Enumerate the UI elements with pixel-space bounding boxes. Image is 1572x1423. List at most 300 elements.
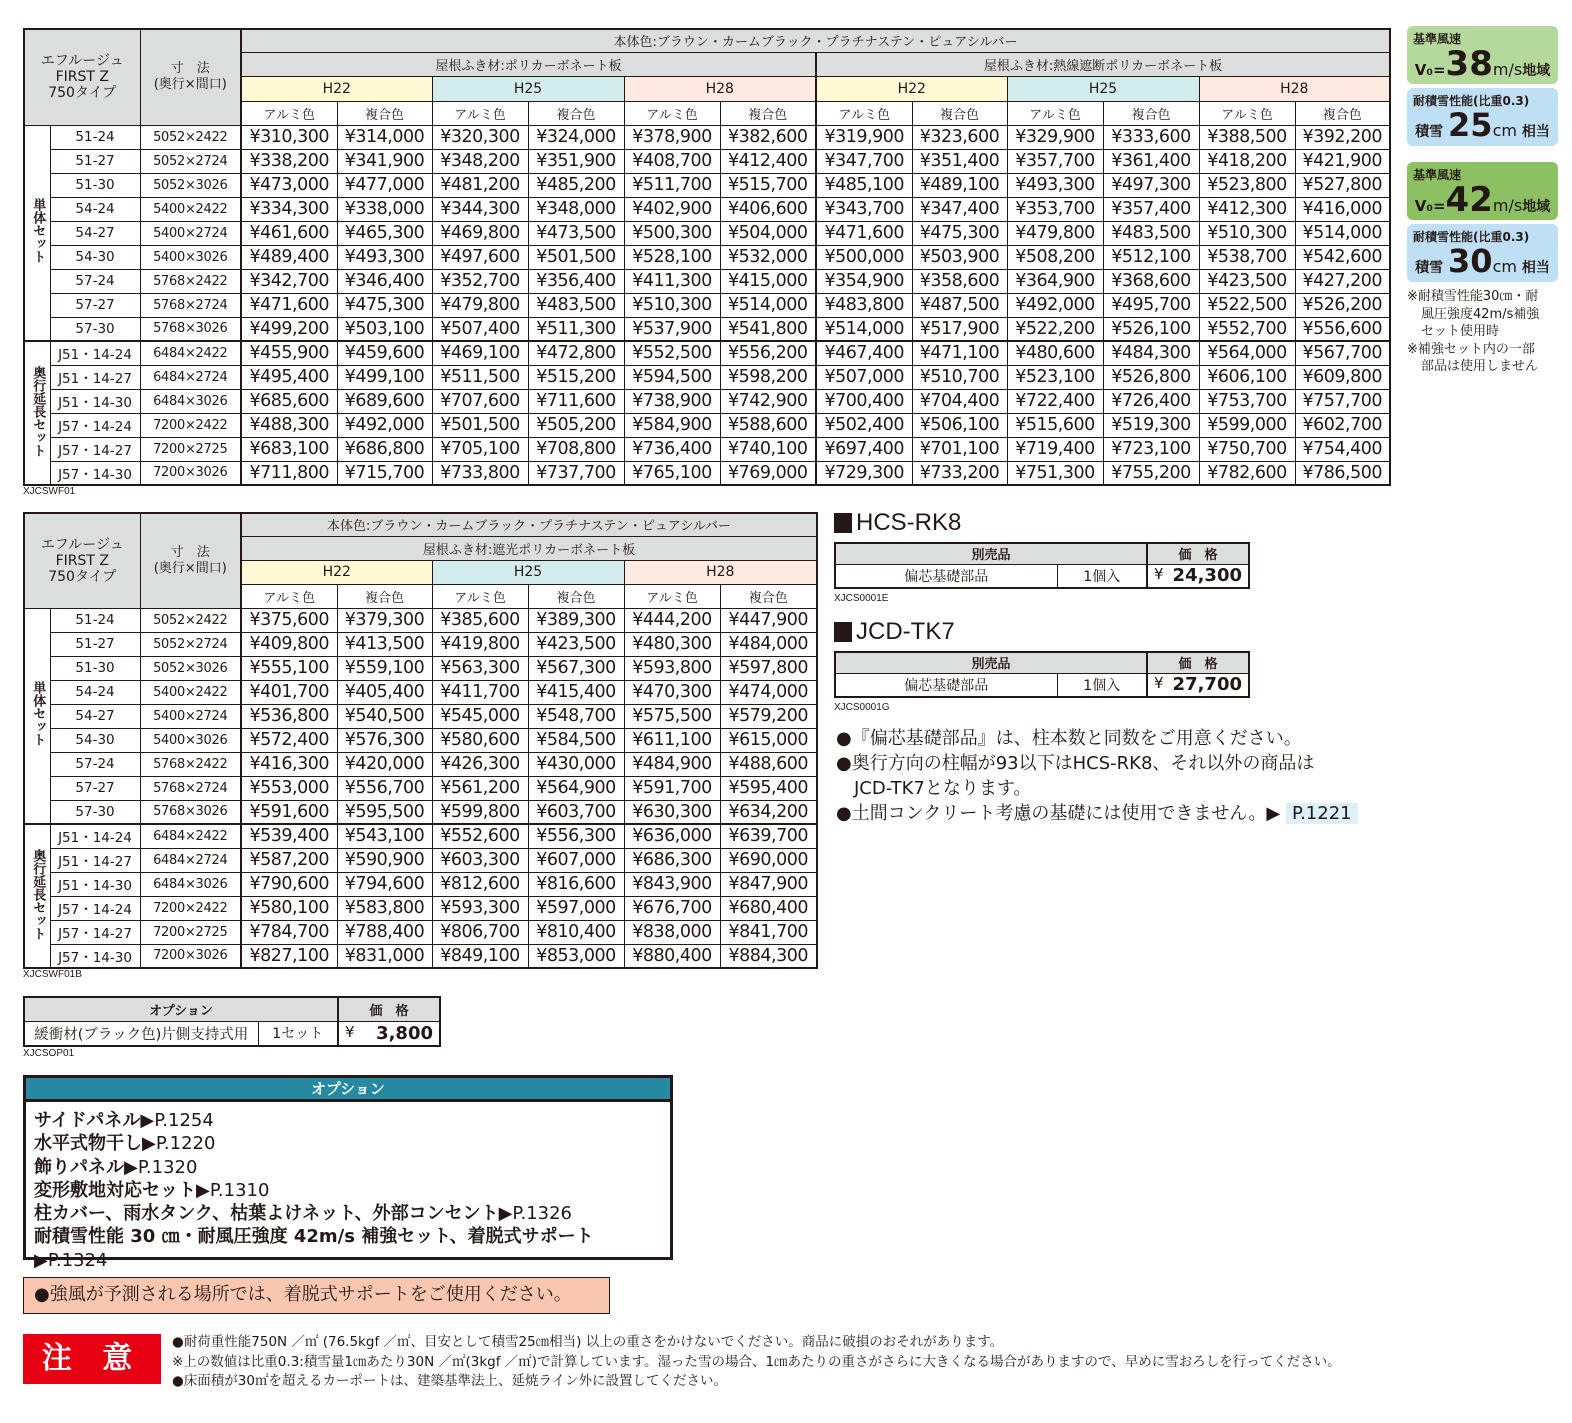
- price-cell: ¥575,500: [624, 704, 720, 728]
- height-header: H22: [816, 76, 1007, 101]
- table-row: [24, 269, 1390, 293]
- price-cell: ¥503,100: [337, 317, 432, 341]
- model-dimensions: 5052×2422: [140, 608, 241, 632]
- finish-header: アルミ色: [1199, 101, 1295, 125]
- options-box: [23, 1075, 673, 1271]
- price-cell: ¥572,400: [241, 728, 337, 752]
- price-cell: ¥555,100: [241, 656, 337, 680]
- price-cell: ¥686,300: [624, 848, 720, 872]
- table-row: [24, 848, 817, 872]
- price-cell: ¥556,700: [337, 776, 432, 800]
- price-cell: ¥711,800: [241, 461, 337, 485]
- price-cell: ¥310,300: [241, 125, 337, 149]
- price-cell: ¥493,300: [337, 245, 432, 269]
- model-code: J51・14-27: [50, 848, 140, 872]
- price-cell: ¥427,200: [1295, 269, 1390, 293]
- price-cell: ¥543,100: [337, 824, 432, 848]
- spare-part-notes: ●『偏芯基礎部品』は、柱本数と同数をご用意ください。 ●奥行方向の柱幅が93以下はHCS-RK8、それ以外の商品は JCD-TK7となります。 ●土間コンクリート考慮の基礎には使用できません。▶ P.1221: [836, 726, 1406, 826]
- model-code: 51-30: [50, 656, 140, 680]
- price-cell: ¥351,900: [528, 149, 624, 173]
- model-dimensions: 7200×2725: [140, 920, 241, 944]
- table-row: [24, 632, 817, 656]
- price-cell: ¥419,800: [432, 632, 528, 656]
- model-code: 57-30: [50, 317, 140, 341]
- price-cell: ¥607,000: [528, 848, 624, 872]
- price-cell: ¥333,600: [1103, 125, 1199, 149]
- price-cell: ¥469,800: [432, 221, 528, 245]
- price-cell: ¥329,900: [1007, 125, 1103, 149]
- model-code: J51・14-24: [50, 341, 140, 365]
- price-cell: ¥740,100: [720, 437, 816, 461]
- price-cell: ¥472,800: [528, 341, 624, 365]
- price-cell: ¥447,900: [720, 608, 817, 632]
- price-cell: ¥347,700: [816, 149, 912, 173]
- finish-header: アルミ色: [432, 101, 528, 125]
- model-dimensions: 7200×2422: [140, 413, 241, 437]
- model-code: 51-24: [50, 608, 140, 632]
- price-cell: ¥510,300: [624, 293, 720, 317]
- wind-speed-badge-38: 基準風速 V₀=38m/s地域: [1407, 26, 1558, 84]
- price-cell: ¥375,600: [241, 608, 337, 632]
- price-cell: ¥364,900: [1007, 269, 1103, 293]
- price-cell: ¥351,400: [912, 149, 1007, 173]
- page-reference-link[interactable]: ▶P.1320: [124, 1156, 198, 1178]
- price-table-standard: [23, 28, 1391, 486]
- model-code: 57-27: [50, 293, 140, 317]
- model-dimensions: 5768×2422: [140, 269, 241, 293]
- price-cell: ¥388,500: [1199, 125, 1295, 149]
- price-cell: ¥564,900: [528, 776, 624, 800]
- price-cell: ¥810,400: [528, 920, 624, 944]
- square-bullet-icon: [834, 622, 852, 642]
- page-reference-link[interactable]: ▶P.1310: [196, 1179, 270, 1201]
- price-cell: ¥853,000: [528, 944, 624, 968]
- height-header: H28: [624, 560, 817, 584]
- price-cell: ¥757,700: [1295, 389, 1390, 413]
- price-cell: ¥358,600: [912, 269, 1007, 293]
- price-cell: ¥537,900: [624, 317, 720, 341]
- price-cell: ¥487,500: [912, 293, 1007, 317]
- price-cell: ¥719,400: [1007, 437, 1103, 461]
- price-cell: ¥630,300: [624, 800, 720, 824]
- price-cell: ¥510,300: [1199, 221, 1295, 245]
- price-cell: ¥467,400: [816, 341, 912, 365]
- model-dimensions: 6484×2422: [140, 824, 241, 848]
- price-cell: ¥539,400: [241, 824, 337, 848]
- table-row: [24, 872, 817, 896]
- table-row: [24, 245, 1390, 269]
- price-cell: ¥480,300: [624, 632, 720, 656]
- price-cell: ¥481,200: [432, 173, 528, 197]
- height-header: H25: [432, 76, 624, 101]
- price-cell: ¥492,000: [1007, 293, 1103, 317]
- height-header: H25: [1007, 76, 1199, 101]
- table-row: [24, 680, 817, 704]
- page-reference-link[interactable]: ▶P.1254: [140, 1110, 214, 1131]
- price-cell: ¥599,000: [1199, 413, 1295, 437]
- model-code: 54-27: [50, 221, 140, 245]
- price-cell: ¥499,200: [241, 317, 337, 341]
- table-row: [24, 293, 1390, 317]
- caution-notes: ●耐荷重性能750N ／㎡ (76.5kgf ／㎡、目安として積雪25㎝相当) 以上の重さをかけないでください。商品に破損のおそれがあります。 ※上の数値は比重0.3:積雪量1㎝あたり30N ／㎡(3kgf ／㎡)で計算しています。湿った雪の場合、1㎝あたりの重さがさらに大きくなる場合がありますので、早めに雪おろしを行ってください。 ●床面積が30㎡を超えるカーポートは、建築基準法上、延焼ライン外に設置してください。: [172, 1334, 1341, 1389]
- roof-material-header: 屋根ふき材:ポリカーボネート板: [241, 52, 816, 76]
- price-cell: ¥341,900: [337, 149, 432, 173]
- price-cell: ¥590,900: [337, 848, 432, 872]
- price-cell: ¥559,100: [337, 656, 432, 680]
- price-cell: ¥540,500: [337, 704, 432, 728]
- price-cell: ¥411,700: [432, 680, 528, 704]
- price-cell: ¥769,000: [720, 461, 816, 485]
- finish-header: アルミ色: [1007, 101, 1103, 125]
- price-cell: ¥515,600: [1007, 413, 1103, 437]
- model-dimensions: 5400×2724: [140, 704, 241, 728]
- price-cell: ¥790,600: [241, 872, 337, 896]
- price-cell: ¥465,300: [337, 221, 432, 245]
- price-cell: ¥473,000: [241, 173, 337, 197]
- model-code: J57・14-27: [50, 920, 140, 944]
- option-item: 変形敷地対応セット▶P.1310: [34, 1179, 270, 1201]
- table-row: [24, 944, 817, 968]
- price-cell: ¥412,300: [1199, 197, 1295, 221]
- price-cell: ¥497,300: [1103, 173, 1199, 197]
- model-code: J57・14-30: [50, 461, 140, 485]
- price-cell: ¥611,100: [624, 728, 720, 752]
- model-dimensions: 5052×2724: [140, 149, 241, 173]
- table-row: [24, 824, 817, 848]
- body-colors-header: 本体色:ブラウン・カームブラック・プラチナステン・ピュアシルバー: [241, 513, 817, 536]
- price-cell: ¥584,500: [528, 728, 624, 752]
- model-code: J51・14-27: [50, 365, 140, 389]
- model-code: J51・14-30: [50, 872, 140, 896]
- price-cell: ¥411,300: [624, 269, 720, 293]
- price-cell: ¥483,800: [816, 293, 912, 317]
- price-cell: ¥742,900: [720, 389, 816, 413]
- price-cell: ¥591,600: [241, 800, 337, 824]
- product-name-header: エフルージュ FIRST Z 750タイプ: [24, 29, 140, 125]
- finish-header: 複合色: [720, 584, 817, 608]
- price-cell: ¥755,200: [1103, 461, 1199, 485]
- price-cell: ¥389,300: [528, 608, 624, 632]
- price-cell: ¥475,300: [337, 293, 432, 317]
- price-cell: ¥500,000: [816, 245, 912, 269]
- table-row: [24, 752, 817, 776]
- price-cell: ¥455,900: [241, 341, 337, 365]
- finish-header: 複合色: [1295, 101, 1390, 125]
- price-cell: ¥512,100: [1103, 245, 1199, 269]
- height-header: H25: [432, 560, 624, 584]
- price-cell: ¥488,600: [720, 752, 817, 776]
- price-cell: ¥722,400: [1007, 389, 1103, 413]
- price-cell: ¥430,000: [528, 752, 624, 776]
- model-dimensions: 5052×3026: [140, 656, 241, 680]
- price-cell: ¥483,500: [1103, 221, 1199, 245]
- table-row: [24, 704, 817, 728]
- price-cell: ¥459,600: [337, 341, 432, 365]
- price-cell: ¥423,500: [1199, 269, 1295, 293]
- price-cell: ¥357,400: [1103, 197, 1199, 221]
- price-cell: ¥515,200: [528, 365, 624, 389]
- height-header: H28: [1199, 76, 1390, 101]
- price-cell: ¥595,500: [337, 800, 432, 824]
- price-cell: ¥615,000: [720, 728, 817, 752]
- model-code: 51-24: [50, 125, 140, 149]
- body-colors-header: 本体色:ブラウン・カームブラック・プラチナステン・ピュアシルバー: [241, 29, 1390, 52]
- price-cell: ¥338,000: [337, 197, 432, 221]
- price-cell: ¥421,900: [1295, 149, 1390, 173]
- group-label-extended: 奥行延長セット: [24, 824, 50, 968]
- price-cell: ¥564,000: [1199, 341, 1295, 365]
- finish-header: アルミ色: [432, 584, 528, 608]
- finish-header: 複合色: [1103, 101, 1199, 125]
- spare-part-table: 別売品 価 格 偏芯基礎部品 1個入 ¥ 27,700: [834, 651, 1250, 698]
- price-cell: ¥636,000: [624, 824, 720, 848]
- price-cell: ¥368,600: [1103, 269, 1199, 293]
- option-item: 水平式物干し▶P.1220: [34, 1133, 216, 1155]
- price-cell: ¥506,100: [912, 413, 1007, 437]
- price-cell: ¥497,600: [432, 245, 528, 269]
- price-cell: ¥704,400: [912, 389, 1007, 413]
- price-cell: ¥475,300: [912, 221, 1007, 245]
- table-code: XJCSWF01B: [23, 969, 82, 980]
- price-cell: ¥320,300: [432, 125, 528, 149]
- price-cell: ¥503,900: [912, 245, 1007, 269]
- spare-part-title: JCD-TK7: [834, 618, 955, 646]
- price-cell: ¥483,500: [528, 293, 624, 317]
- price-cell: ¥514,000: [816, 317, 912, 341]
- wind-speed-badge-42: 基準風速 V₀=42m/s地域: [1407, 162, 1558, 220]
- finish-header: 複合色: [337, 584, 432, 608]
- price-cell: ¥471,600: [241, 293, 337, 317]
- height-header: H22: [241, 76, 432, 101]
- page-reference-link[interactable]: P.1221: [1286, 803, 1358, 824]
- price-cell: ¥689,600: [337, 389, 432, 413]
- price-cell: ¥323,600: [912, 125, 1007, 149]
- price-cell: ¥580,600: [432, 728, 528, 752]
- price-cell: ¥545,000: [432, 704, 528, 728]
- price-cell: ¥470,300: [624, 680, 720, 704]
- price-cell: ¥733,200: [912, 461, 1007, 485]
- table-row: [24, 896, 817, 920]
- price-cell: ¥392,200: [1295, 125, 1390, 149]
- price-cell: ¥542,600: [1295, 245, 1390, 269]
- page-reference-link[interactable]: ▶P.1324: [34, 1249, 108, 1271]
- dimensions-header: 寸 法 (奥行×間口): [140, 29, 241, 125]
- price-cell: ¥511,500: [432, 365, 528, 389]
- price-cell: ¥402,900: [624, 197, 720, 221]
- page-reference-link[interactable]: ▶P.1326: [498, 1203, 573, 1225]
- price-cell: ¥827,100: [241, 944, 337, 968]
- price-cell: ¥733,800: [432, 461, 528, 485]
- table-row: [24, 776, 817, 800]
- model-dimensions: 5400×2422: [140, 680, 241, 704]
- model-dimensions: 7200×3026: [140, 461, 241, 485]
- price-cell: ¥514,000: [720, 293, 816, 317]
- option-item: 飾りパネル▶P.1320: [34, 1156, 198, 1178]
- caution-label: 注 意: [23, 1334, 161, 1384]
- page-reference-link[interactable]: ▶P.1220: [142, 1133, 216, 1155]
- price-cell: ¥736,400: [624, 437, 720, 461]
- model-code: 54-30: [50, 728, 140, 752]
- price-cell: ¥754,400: [1295, 437, 1390, 461]
- price-cell: ¥342,700: [241, 269, 337, 293]
- price-cell: ¥831,000: [337, 944, 432, 968]
- option-item: サイドパネル▶P.1254: [34, 1110, 214, 1131]
- price-cell: ¥378,900: [624, 125, 720, 149]
- price-cell: ¥552,700: [1199, 317, 1295, 341]
- price-cell: ¥583,800: [337, 896, 432, 920]
- price-cell: ¥738,900: [624, 389, 720, 413]
- price-cell: ¥708,800: [528, 437, 624, 461]
- price-cell: ¥499,100: [337, 365, 432, 389]
- price-cell: ¥508,200: [1007, 245, 1103, 269]
- model-dimensions: 5768×2422: [140, 752, 241, 776]
- height-header: H28: [624, 76, 816, 101]
- price-cell: ¥461,600: [241, 221, 337, 245]
- price-cell: ¥847,900: [720, 872, 817, 896]
- price-cell: ¥737,700: [528, 461, 624, 485]
- finish-header: 複合色: [337, 101, 432, 125]
- height-header: H22: [241, 560, 432, 584]
- model-code: 54-24: [50, 680, 140, 704]
- table-row: [24, 608, 817, 632]
- price-cell: ¥686,800: [337, 437, 432, 461]
- price-cell: ¥532,000: [720, 245, 816, 269]
- dimensions-header: 寸 法 (奥行×間口): [140, 513, 241, 608]
- price-cell: ¥500,300: [624, 221, 720, 245]
- price-cell: ¥416,300: [241, 752, 337, 776]
- finish-header: アルミ色: [624, 584, 720, 608]
- price-cell: ¥501,500: [528, 245, 624, 269]
- price-cell: ¥477,000: [337, 173, 432, 197]
- price-cell: ¥489,400: [241, 245, 337, 269]
- model-code: 57-24: [50, 269, 140, 293]
- price-cell: ¥357,700: [1007, 149, 1103, 173]
- price-cell: ¥723,100: [1103, 437, 1199, 461]
- price-cell: ¥841,700: [720, 920, 817, 944]
- price-cell: ¥354,900: [816, 269, 912, 293]
- finish-header: 複合色: [528, 584, 624, 608]
- price-cell: ¥553,000: [241, 776, 337, 800]
- price-cell: ¥548,700: [528, 704, 624, 728]
- model-dimensions: 5052×2422: [140, 125, 241, 149]
- model-dimensions: 5052×3026: [140, 173, 241, 197]
- price-cell: ¥469,100: [432, 341, 528, 365]
- price-cell: ¥751,300: [1007, 461, 1103, 485]
- price-cell: ¥408,700: [624, 149, 720, 173]
- price-cell: ¥580,100: [241, 896, 337, 920]
- price-cell: ¥806,700: [432, 920, 528, 944]
- price-cell: ¥701,100: [912, 437, 1007, 461]
- spare-part-table: 別売品 価 格 偏芯基礎部品 1個入 ¥ 24,300: [834, 542, 1250, 589]
- price-cell: ¥579,200: [720, 704, 817, 728]
- price-cell: ¥352,700: [432, 269, 528, 293]
- price-cell: ¥418,200: [1199, 149, 1295, 173]
- model-code: 54-24: [50, 197, 140, 221]
- price-cell: ¥319,900: [816, 125, 912, 149]
- price-cell: ¥634,200: [720, 800, 817, 824]
- model-dimensions: 7200×2725: [140, 437, 241, 461]
- model-code: J57・14-30: [50, 944, 140, 968]
- price-cell: ¥522,500: [1199, 293, 1295, 317]
- finish-header: アルミ色: [624, 101, 720, 125]
- price-cell: ¥603,700: [528, 800, 624, 824]
- price-cell: ¥765,100: [624, 461, 720, 485]
- price-cell: ¥680,400: [720, 896, 817, 920]
- price-cell: ¥334,300: [241, 197, 337, 221]
- price-cell: ¥495,700: [1103, 293, 1199, 317]
- price-cell: ¥526,200: [1295, 293, 1390, 317]
- price-cell: ¥338,200: [241, 149, 337, 173]
- price-cell: ¥324,000: [528, 125, 624, 149]
- price-cell: ¥488,300: [241, 413, 337, 437]
- price-cell: ¥576,300: [337, 728, 432, 752]
- price-cell: ¥593,800: [624, 656, 720, 680]
- price-cell: ¥511,300: [528, 317, 624, 341]
- table-row: [24, 125, 1390, 149]
- price-cell: ¥639,700: [720, 824, 817, 848]
- price-cell: ¥556,600: [1295, 317, 1390, 341]
- price-cell: ¥501,500: [432, 413, 528, 437]
- price-cell: ¥526,100: [1103, 317, 1199, 341]
- model-dimensions: 5052×2724: [140, 632, 241, 656]
- table-row: [24, 389, 1390, 413]
- price-cell: ¥782,600: [1199, 461, 1295, 485]
- finish-header: 複合色: [528, 101, 624, 125]
- price-cell: ¥479,800: [432, 293, 528, 317]
- table-code: XJCS0001G: [834, 702, 890, 713]
- price-cell: ¥409,800: [241, 632, 337, 656]
- square-bullet-icon: [834, 513, 852, 533]
- spare-part-title: HCS-RK8: [834, 509, 961, 537]
- model-dimensions: 6484×3026: [140, 872, 241, 896]
- model-dimensions: 5400×3026: [140, 245, 241, 269]
- table-code: XJCS0001E: [834, 593, 889, 604]
- price-cell: ¥314,000: [337, 125, 432, 149]
- model-dimensions: 6484×2724: [140, 365, 241, 389]
- price-cell: ¥348,000: [528, 197, 624, 221]
- price-cell: ¥406,600: [720, 197, 816, 221]
- group-label-single: 単体セット: [24, 608, 50, 824]
- price-cell: ¥517,900: [912, 317, 1007, 341]
- price-cell: ¥343,700: [816, 197, 912, 221]
- model-dimensions: 5400×3026: [140, 728, 241, 752]
- price-cell: ¥602,700: [1295, 413, 1390, 437]
- price-cell: ¥880,400: [624, 944, 720, 968]
- price-cell: ¥523,800: [1199, 173, 1295, 197]
- model-code: 51-27: [50, 632, 140, 656]
- price-cell: ¥484,900: [624, 752, 720, 776]
- price-cell: ¥485,100: [816, 173, 912, 197]
- model-code: 51-30: [50, 173, 140, 197]
- price-cell: ¥426,300: [432, 752, 528, 776]
- price-cell: ¥598,200: [720, 365, 816, 389]
- finish-header: 複合色: [720, 101, 816, 125]
- table-row: [24, 920, 817, 944]
- option-item: 柱カバー、雨水タンク、枯葉よけネット、外部コンセント▶P.1326: [34, 1203, 573, 1225]
- price-cell: ¥685,600: [241, 389, 337, 413]
- price-cell: ¥347,400: [912, 197, 1007, 221]
- model-dimensions: 7200×3026: [140, 944, 241, 968]
- option-item: 耐積雪性能 30 ㎝・耐風圧強度 42m/s 補強セット、着脱式サポート▶P.1324: [34, 1226, 594, 1271]
- price-cell: ¥597,000: [528, 896, 624, 920]
- price-cell: ¥705,100: [432, 437, 528, 461]
- price-cell: ¥348,200: [432, 149, 528, 173]
- price-cell: ¥700,400: [816, 389, 912, 413]
- group-label-extended: 奥行延長セット: [24, 341, 50, 485]
- price-cell: ¥561,200: [432, 776, 528, 800]
- price-cell: ¥715,700: [337, 461, 432, 485]
- price-cell: ¥552,600: [432, 824, 528, 848]
